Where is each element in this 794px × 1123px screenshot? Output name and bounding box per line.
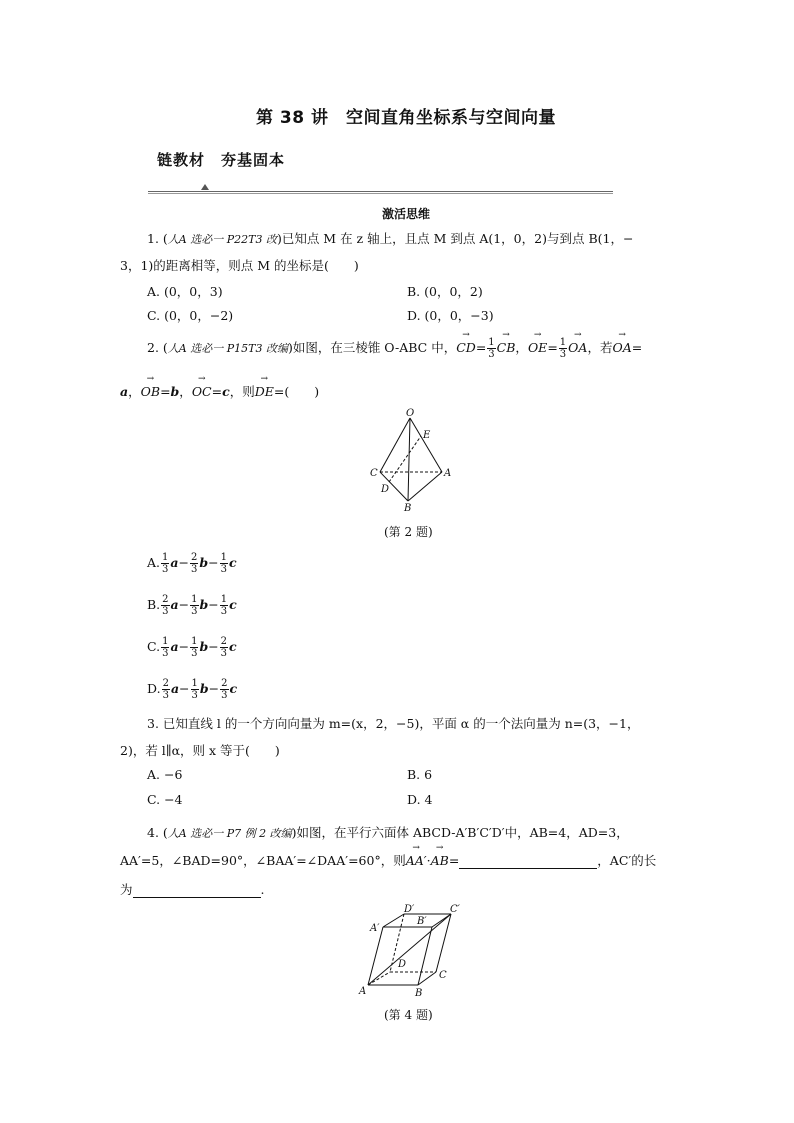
q4-line1: 4. (人A 选必一 P7 例 2 改编)如图，在平行六面体 ABCD-A′B′C′D′中，AB=4，AD=3，: [147, 825, 629, 840]
fraction: $\frac{1}{3}$: [488, 337, 495, 360]
label-d: D: [381, 484, 390, 495]
section-heading: 链教材 夯基固本: [157, 151, 286, 169]
q1-line1: 1. (人A 选必一 P22T3 改)已知点 M 在 z 轴上，且点 M 到点 A(1，0，2)与到点 B(1，−: [147, 231, 634, 246]
section-divider: [148, 191, 613, 194]
label-o: O: [406, 408, 415, 419]
q1-option-a[interactable]: A. (0，0，3): [147, 284, 223, 299]
q3-option-d[interactable]: D. 4: [407, 792, 433, 807]
q1-option-b[interactable]: B. (0，0，2): [407, 284, 483, 299]
label-b: B: [404, 503, 412, 513]
q2-option-a[interactable]: A. $\frac{1}{3}$ a− $\frac{2}{3}$ b− $\frac{1}{3}$ c: [147, 552, 237, 575]
label-a-prime: A′: [370, 923, 380, 934]
q4-line2: AA′=5，∠BAD=90°，∠BAA′=∠DAA′=60°，则→ AA′·→ AB= ，AC′的长: [120, 851, 656, 869]
page-title: 第 38 讲 空间直角坐标系与空间向量: [256, 108, 556, 128]
label-c-prime: C′: [450, 904, 460, 915]
q4-source: 人A 选必一 P7 例 2 改编: [167, 827, 292, 840]
q2-option-c[interactable]: C. $\frac{1}{3}$ a− $\frac{1}{3}$ b− $\frac{2}{3}$ c: [147, 636, 237, 659]
q3-option-a[interactable]: A. −6: [147, 767, 183, 782]
q3-option-b[interactable]: B. 6: [407, 767, 433, 782]
label-c: C: [370, 468, 378, 479]
q3-line2: 2)，若 l∥α，则 x 等于( ): [120, 743, 280, 758]
label-b: B: [415, 988, 423, 998]
q1-source: 人A 选必一 P22T3 改: [167, 233, 277, 246]
label-a: A: [359, 986, 367, 997]
q1-line2: 3，1)的距离相等，则点 M 的坐标是( ): [120, 258, 359, 273]
label-d-prime: D′: [404, 904, 415, 915]
fraction: $\frac{1}{3}$: [559, 337, 567, 360]
q2-option-d[interactable]: D. $\frac{2}{3}$ a− $\frac{1}{3}$ b− $\frac{2}{3}$ c: [147, 678, 238, 701]
q2-caption: (第 2 题): [384, 525, 433, 539]
q2-line1: 2. (人A 选必一 P15T3 改编)如图，在三棱锥 O-ABC 中，→ CD= $\frac{1}{3}$ → CB，→ OE= $\frac{1}{3}$ → OA，若→ OA=: [147, 337, 642, 360]
q2-tetrahedron-figure: [360, 408, 460, 513]
label-c: C: [439, 970, 447, 981]
q2-line2: a，→ OB=b，→ OC=c，则→ DE=( ): [120, 382, 319, 400]
label-e: E: [423, 430, 431, 441]
label-d: D: [398, 959, 407, 970]
subheading: 激活思维: [382, 207, 431, 221]
label-b-prime: B′: [417, 916, 427, 927]
q4-answer-blank-2[interactable]: [133, 885, 261, 898]
label-a: A: [444, 468, 452, 479]
q3-line1: 3. 已知直线 l 的一个方向向量为 m=(x，2，−5)，平面 α 的一个法向量为 n=(3，−1，: [147, 716, 640, 731]
q2-option-b[interactable]: B. $\frac{2}{3}$ a− $\frac{1}{3}$ b− $\frac{1}{3}$ c: [147, 594, 237, 617]
q4-parallelepiped-figure: [356, 903, 466, 998]
q2-source: 人A 选必一 P15T3 改编: [167, 342, 288, 355]
q4-caption: (第 4 题): [384, 1008, 433, 1022]
q4-answer-blank-1[interactable]: [459, 856, 597, 869]
q1-option-d[interactable]: D. (0，0，−3): [407, 308, 494, 323]
divider-marker-icon: [201, 184, 209, 190]
q1-option-c[interactable]: C. (0，0，−2): [147, 308, 234, 323]
q3-option-c[interactable]: C. −4: [147, 792, 183, 807]
q4-line3: 为 .: [120, 882, 265, 897]
